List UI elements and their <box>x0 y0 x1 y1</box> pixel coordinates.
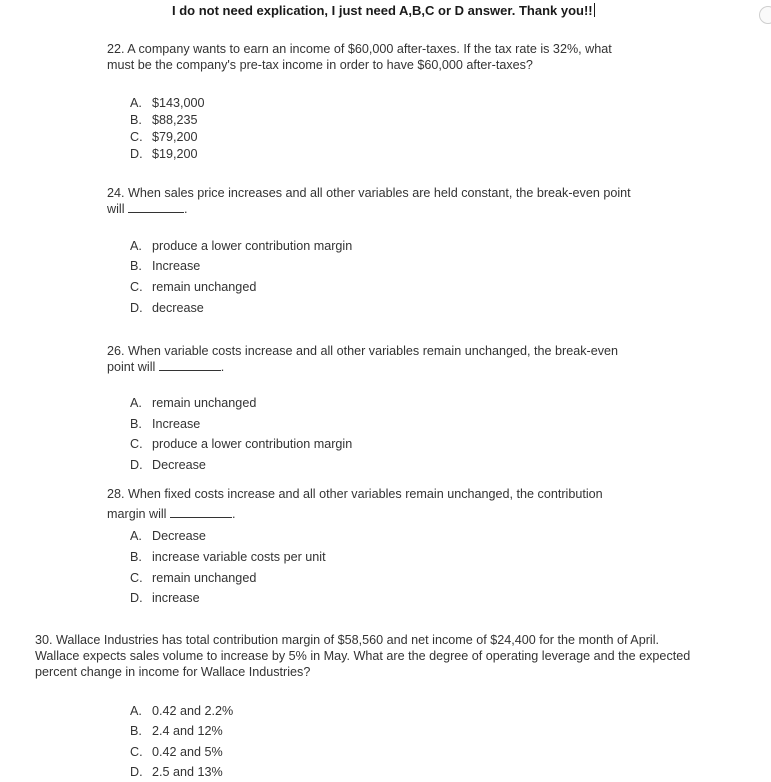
question-header <box>172 3 595 18</box>
q26-option-d[interactable] <box>130 458 206 472</box>
question-26-line-1: 26. When variable costs increase and all other variables remain unchanged, the break-even <box>107 344 619 358</box>
option-text: produce a lower contribution margin <box>152 239 353 253</box>
option-text: 2.4 and 12% <box>152 724 223 738</box>
question-22 <box>107 41 612 73</box>
option-text: $143,000 <box>152 96 205 110</box>
option-text: decrease <box>152 301 204 315</box>
question-26 <box>107 343 618 375</box>
q28-option-c[interactable] <box>130 571 256 585</box>
option-text: 2.5 and 13% <box>152 765 223 779</box>
option-letter: A. <box>130 704 142 718</box>
option-text: Increase <box>152 417 201 431</box>
option-text: 0.42 and 2.2% <box>152 704 234 718</box>
option-letter: A. <box>130 396 142 410</box>
answer-blank <box>128 201 184 213</box>
q24-option-a[interactable] <box>130 239 352 253</box>
q30-option-a[interactable] <box>130 704 233 718</box>
option-letter: C. <box>130 571 143 585</box>
text-cursor <box>594 3 595 17</box>
q22-option-a[interactable] <box>130 96 205 110</box>
option-text: $88,235 <box>152 113 198 127</box>
question-28-line-2: margin will . <box>107 507 236 521</box>
option-text: Decrease <box>152 458 206 472</box>
header-text: I do not need explication, I just need A,B,C or D answer. Thank you!! <box>172 3 593 18</box>
q22-option-c[interactable] <box>130 130 198 144</box>
option-text: Decrease <box>152 529 206 543</box>
option-text: produce a lower contribution margin <box>152 437 353 451</box>
question-24 <box>107 185 631 217</box>
question-22-line-1: 22. A company wants to earn an income of $60,000 after-taxes. If the tax rate is 32%, what <box>107 42 612 56</box>
question-28-line-1: 28. When fixed costs increase and all other variables remain unchanged, the contribution <box>107 487 603 501</box>
option-text: remain unchanged <box>152 571 257 585</box>
question-26-line-2-text: point will <box>107 360 156 374</box>
question-24-line-1: 24. When sales price increases and all other variables are held constant, the break-even point <box>107 186 631 200</box>
q24-option-d[interactable] <box>130 301 204 315</box>
question-26-line-2: point will . <box>107 360 225 374</box>
q30-option-b[interactable] <box>130 724 223 738</box>
question-30-line-1: 30. Wallace Industries has total contribution margin of $58,560 and net income of $24,400 for the month of April. <box>35 633 659 647</box>
option-letter: A. <box>130 529 142 543</box>
scroll-edge-control[interactable] <box>759 6 771 24</box>
option-letter: D. <box>130 591 143 605</box>
option-letter: B. <box>130 550 142 564</box>
q30-option-d[interactable] <box>130 765 223 779</box>
question-30 <box>35 632 765 680</box>
option-text: increase variable costs per unit <box>152 550 326 564</box>
option-letter: B. <box>130 259 142 273</box>
option-letter: B. <box>130 113 142 127</box>
option-text: 0.42 and 5% <box>152 745 223 759</box>
option-letter: D. <box>130 765 143 779</box>
q22-option-d[interactable] <box>130 147 198 161</box>
option-letter: A. <box>130 239 142 253</box>
option-letter: D. <box>130 147 143 161</box>
q26-option-b[interactable] <box>130 417 200 431</box>
question-28-line-2-text: margin will <box>107 507 167 521</box>
option-text: remain unchanged <box>152 280 257 294</box>
answer-blank <box>170 506 232 518</box>
question-30-line-2: Wallace expects sales volume to increase by 5% in May. What are the degree of operating leverage and the expected <box>35 649 691 663</box>
question-24-line-2-text: will <box>107 202 125 216</box>
q24-option-b[interactable] <box>130 259 200 273</box>
q26-option-c[interactable] <box>130 437 352 451</box>
option-text: remain unchanged <box>152 396 257 410</box>
option-letter: C. <box>130 437 143 451</box>
q24-option-c[interactable] <box>130 280 256 294</box>
option-letter: C. <box>130 130 143 144</box>
option-text: Increase <box>152 259 201 273</box>
q30-option-c[interactable] <box>130 745 223 759</box>
option-text: increase <box>152 591 200 605</box>
option-letter: C. <box>130 280 143 294</box>
option-letter: D. <box>130 458 143 472</box>
option-letter: D. <box>130 301 143 315</box>
option-letter: C. <box>130 745 143 759</box>
answer-blank <box>159 359 221 371</box>
question-30-line-3: percent change in income for Wallace Industries? <box>35 665 311 679</box>
q22-option-b[interactable] <box>130 113 198 127</box>
question-24-line-2: will . <box>107 202 188 216</box>
option-letter: B. <box>130 417 142 431</box>
option-text: $19,200 <box>152 147 198 161</box>
option-letter: A. <box>130 96 142 110</box>
question-22-line-2: must be the company's pre-tax income in order to have $60,000 after-taxes? <box>107 58 533 72</box>
q28-option-a[interactable] <box>130 529 206 543</box>
option-letter: B. <box>130 724 142 738</box>
question-28 <box>107 484 603 524</box>
q28-option-d[interactable] <box>130 591 200 605</box>
q26-option-a[interactable] <box>130 396 256 410</box>
option-text: $79,200 <box>152 130 198 144</box>
q28-option-b[interactable] <box>130 550 326 564</box>
